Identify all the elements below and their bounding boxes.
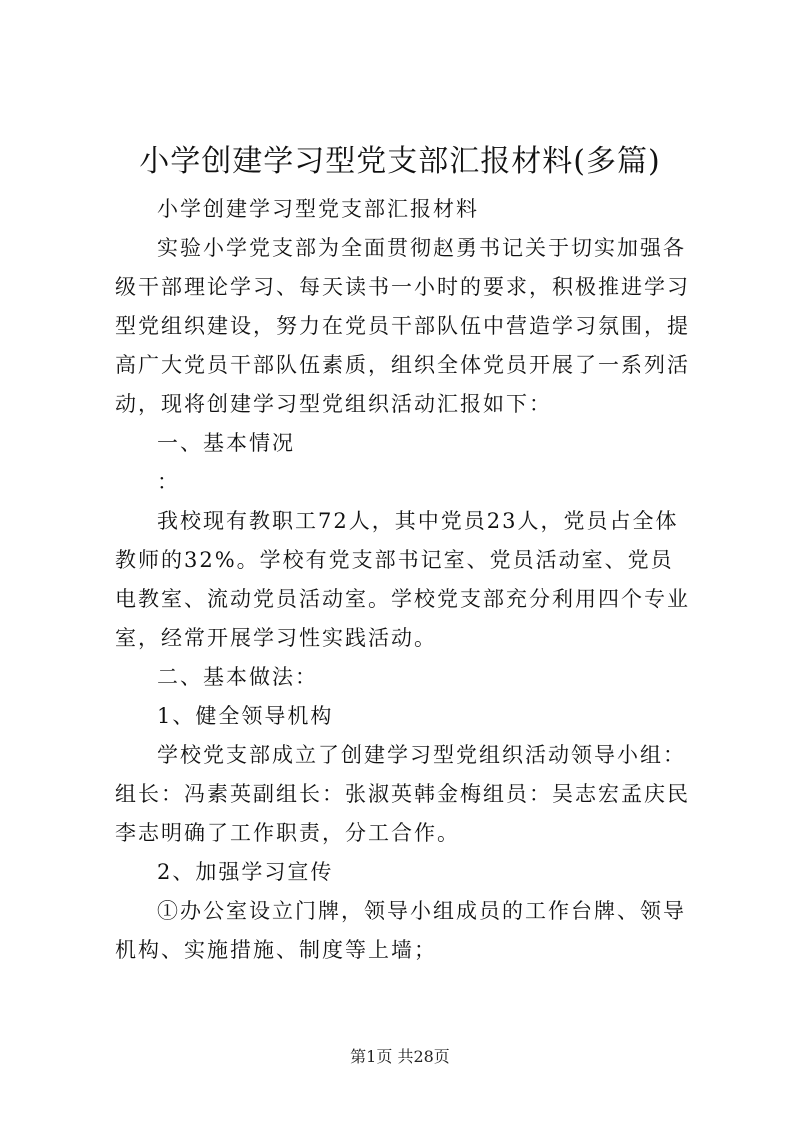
basic-situation-paragraph: 我校现有教职工72人，其中党员23人，党员占全体教师的32%。学校有党支部书记室、党员活动室、党员电教室、流动党员活动室。学校党支部充分利用四个专业室，经常开展学习性实践活动。 [115, 509, 690, 650]
section-heading-basic-situation: 一、基本情况 [157, 431, 295, 455]
document-body [115, 190, 690, 970]
subheading-study-promotion: 2、加强学习宣传 [157, 860, 334, 884]
colon-line: ： [157, 470, 180, 494]
section-heading-basic-practices: 二、基本做法： [157, 665, 318, 689]
leadership-paragraph: 学校党支部成立了创建学习型党组织活动领导小组：组长：冯素英副组长：张淑英韩金梅组员：吴志宏孟庆民李志明确了工作职责，分工合作。 [115, 743, 690, 845]
subheading-leadership: 1、健全领导机构 [157, 704, 334, 728]
page-footer: 第1页 共28页 [350, 1047, 450, 1066]
intro-paragraph: 实验小学党支部为全面贯彻赵勇书记关于切实加强各级干部理论学习、每天读书一小时的要求，积极推进学习型党组织建设，努力在党员干部队伍中营造学习氛围，提高广大党员干部队伍素质，组织全体党员开展了一系列活动，现将创建学习型党组织活动汇报如下： [115, 236, 690, 416]
subtitle-paragraph: 小学创建学习型党支部汇报材料 [157, 197, 479, 221]
study-promotion-paragraph: ①办公室设立门牌，领导小组成员的工作台牌、领导机构、实施措施、制度等上墙； [115, 899, 686, 962]
document-title: 小学创建学习型党支部汇报材料(多篇) [139, 144, 661, 179]
